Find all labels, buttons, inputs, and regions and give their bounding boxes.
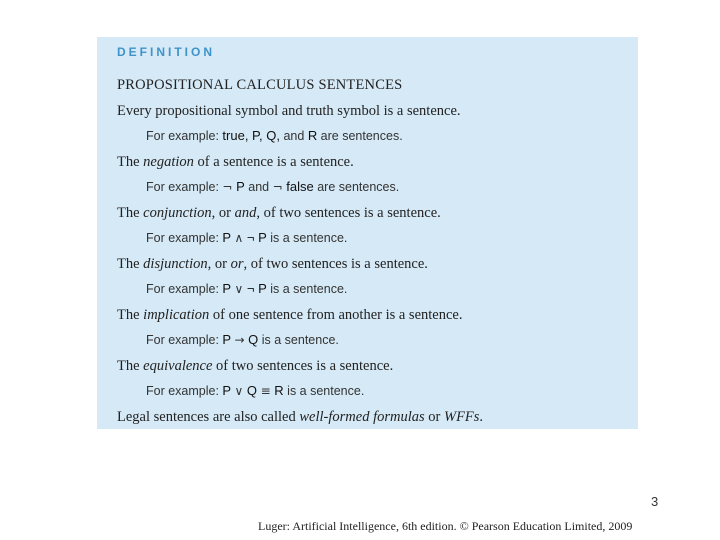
rule-disjunction-example: For example: P ∨ ¬ P is a sentence. [146,281,348,296]
page-number: 3 [651,494,659,509]
rule-conjunction-statement: The conjunction, or and, of two sentences is a sentence. [117,204,441,221]
rule-negation-example: For example: ¬ P and ¬ false are sentences. [146,179,400,194]
rule-conjunction-example: For example: P ∧ ¬ P is a sentence. [146,230,348,245]
rule-equivalence-example: For example: P ∨ Q ≡ R is a sentence. [146,383,365,398]
rule-implication-example: For example: P → Q is a sentence. [146,332,339,347]
rule-negation-statement: The negation of a sentence is a sentence. [117,153,354,170]
rule-disjunction-statement: The disjunction, or or, of two sentences is a sentence. [117,255,428,272]
rule-symbol-statement: Every propositional symbol and truth symbol is a sentence. [117,102,461,119]
footer-citation: Luger: Artificial Intelligence, 6th edition. © Pearson Education Limited, 2009 [258,519,633,533]
definition-box [97,37,638,429]
definition-heading: DEFINITION [117,45,215,59]
rule-symbol-example: For example: true, P, Q, and R are sentences. [146,128,403,143]
rule-equivalence-statement: The equivalence of two sentences is a sentence. [117,357,394,374]
definition-title: PROPOSITIONAL CALCULUS SENTENCES [117,77,403,93]
rule-implication-statement: The implication of one sentence from another is a sentence. [117,306,463,323]
closing-statement: Legal sentences are also called well-formed formulas or WFFs. [117,408,484,425]
